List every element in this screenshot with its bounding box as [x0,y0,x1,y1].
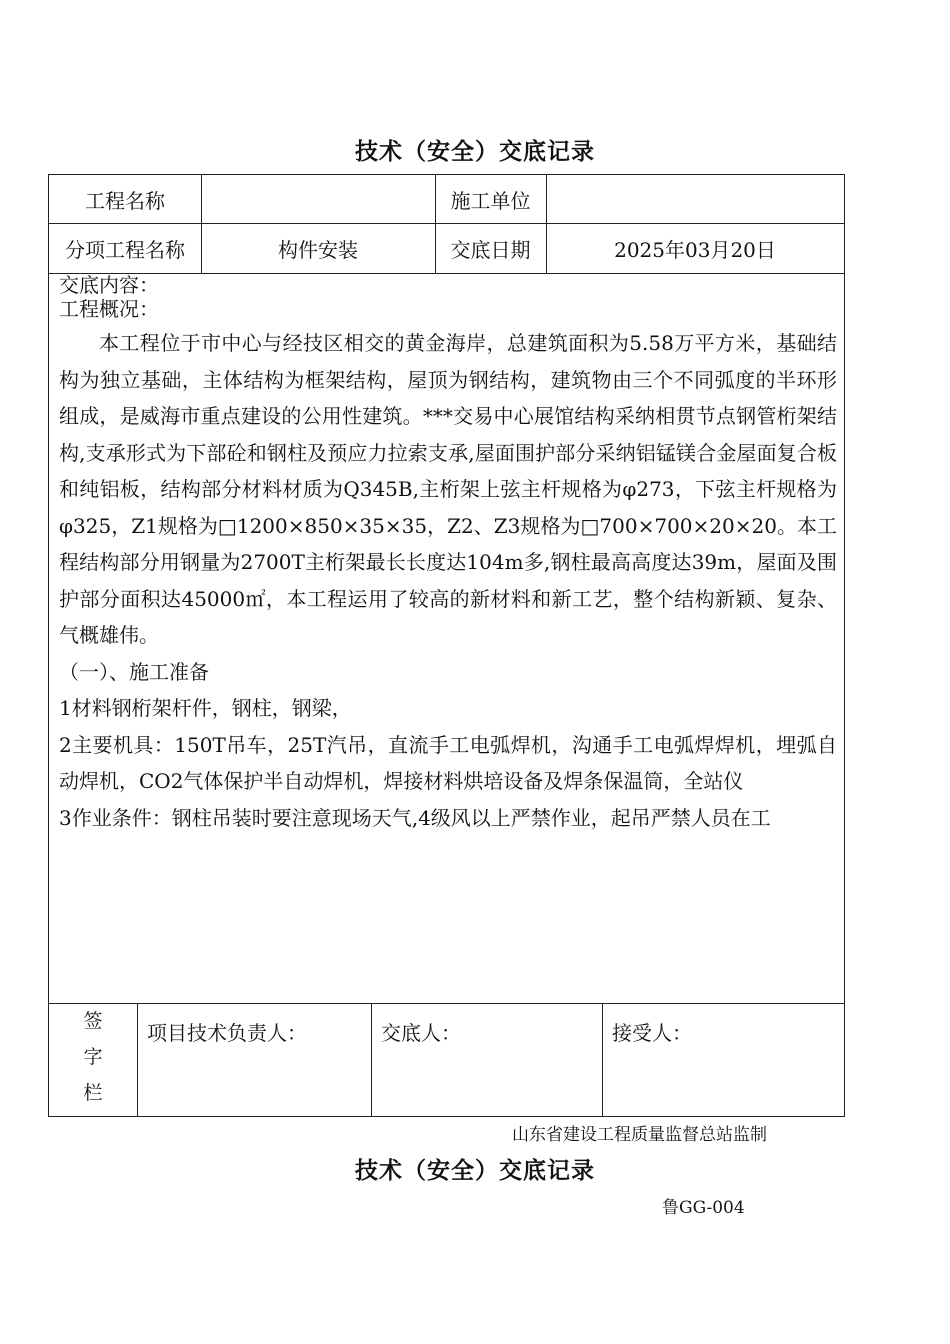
content-heading: 交底内容： [59,273,159,297]
col-divider [137,1003,138,1117]
project-name-label: 工程名称 [85,188,165,213]
overview-heading: 工程概况： [59,297,159,321]
construction-unit-label: 施工单位 [450,188,531,213]
document-title: 技术（安全）交底记录 [355,139,595,165]
disclosure-date-value: 2025年03月20日 [614,237,776,262]
record-sheet [48,174,845,1117]
receiver-label: 接受人： [612,1021,692,1045]
tech-lead-label: 项目技术负责人： [147,1021,307,1045]
row-divider [49,1003,844,1004]
signature-char: 栏 [83,1082,103,1104]
supervisor-note: 山东省建设工程质量监督总站监制 [512,1125,767,1145]
construction-unit-value [546,175,844,223]
project-name-value [201,175,435,223]
presenter-label: 交底人： [381,1021,461,1045]
list-item: 3作业条件：钢柱吊装时要注意现场天气,4级风以上严禁作业，起吊严禁人员在工 [59,805,771,830]
signature-column-label [49,1003,137,1117]
overview-paragraph: 本工程位于市中心与经技区相交的黄金海岸，总建筑面积为5.58万平方米，基础结构为独立基础，主体结构为框架结构，屋顶为钢结构，建筑物由三个不同弧度的半环形组成，是威海市重点建设的公用性建筑。***交易中心展馆结构采纳相贯节点钢管桁架结构,支承形式为下部砼和钢柱及预应力拉索支承,屋面围护部分采纳铝锰镁合金屋面复合板和纯铝板，结构部分材料材质为Q345B,主桁架上弦主杆规格为φ273，下弦主杆规格为φ325，Z1规格为□1200×850×35×35，Z2、Z3规格为□700×700×20×20。本工程结构部分用钢量为2700T主桁架最长长度达104m多,钢柱最高高度达39m，屋面及围护部分面积达45000㎡，本工程运用了较高的新材料和新工艺，整个结构新颖、复杂、气概雄伟。 [59,331,837,647]
form-code: 鲁GG-004 [662,1198,745,1218]
document-title-repeat: 技术（安全）交底记录 [355,1158,595,1184]
col-divider [602,1003,603,1117]
signature-char: 字 [83,1046,103,1068]
disclosure-content [59,273,837,836]
col-divider [371,1003,372,1117]
list-item: 1材料钢桁架杆件，钢柱，钢梁， [59,696,352,720]
sub-project-value: 构件安装 [278,237,358,262]
sub-project-label: 分项工程名称 [65,237,185,262]
signature-char: 签 [83,1010,103,1032]
section-heading: （一）、施工准备 [59,659,209,684]
list-item: 2主要机具：150T吊车，25T汽吊，直流手工电弧焊机，沟通手工电弧焊焊机，埋弧自动焊机，CO2气体保护半自动焊机，焊接材料烘培设备及焊条保温筒，全站仪 [59,732,837,793]
disclosure-date-label: 交底日期 [450,237,531,262]
